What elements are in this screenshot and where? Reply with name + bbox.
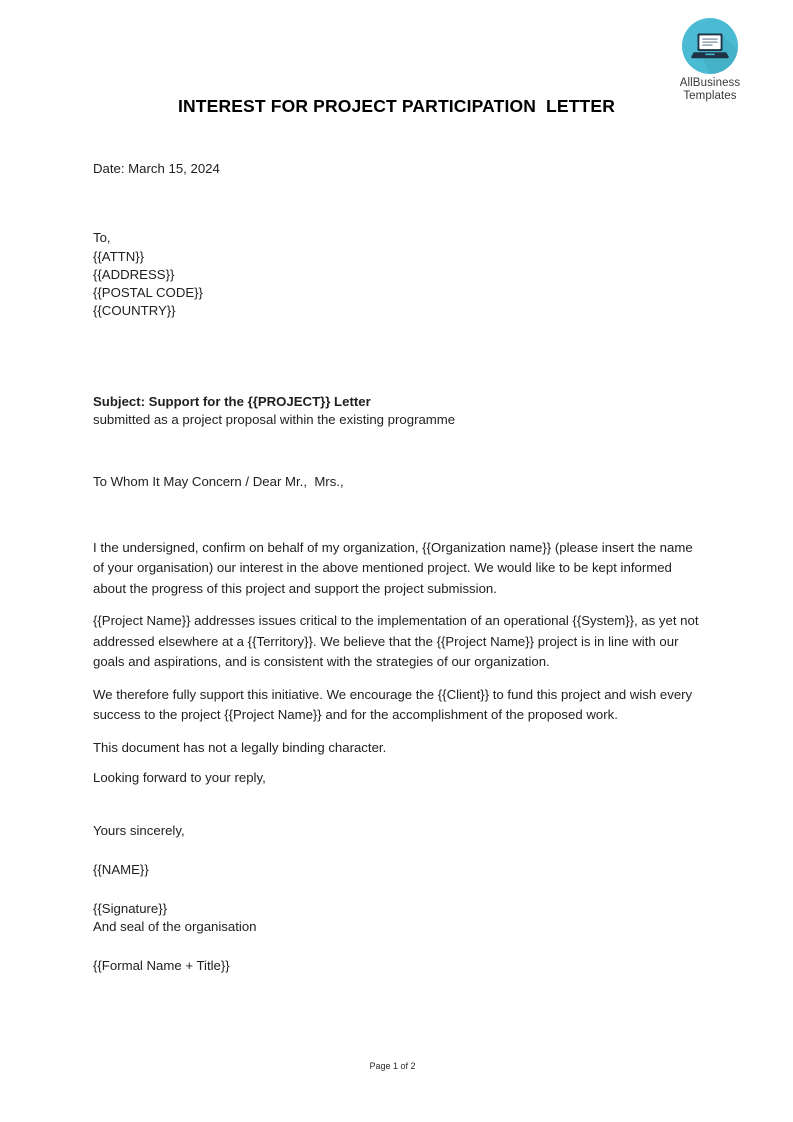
subject-line: Subject: Support for the {{PROJECT}} Letter <box>93 393 371 409</box>
page-title: INTEREST FOR PROJECT PARTICIPATION LETTER <box>177 96 615 116</box>
brand-logo <box>662 18 758 103</box>
body-paragraph-2: {{Project Name}} addresses issues critical to the implementation of an operational {{System}}, as yet not addressed elsewhere at a {{Territory}}. We believe that the {{Project Name}} project is in line with our goals and aspirations, and is consistent with the strategies of our organization. <box>93 613 699 670</box>
signature-placeholder: {{Signature}} <box>93 900 168 916</box>
formal-name-placeholder: {{Formal Name + Title}} <box>93 957 230 973</box>
address-line-address: {{ADDRESS}} <box>93 266 175 282</box>
brand-name-line2: Templates <box>683 90 737 102</box>
closing-block <box>93 822 699 975</box>
body-paragraphs <box>93 538 699 789</box>
signature-group <box>93 900 699 936</box>
address-line-attn: {{ATTN}} <box>93 248 145 264</box>
letter-body <box>93 160 699 975</box>
body-paragraph-3: We therefore fully support this initiative. We encourage the {{Client}} to fund this project and wish every success to the project {{Project Name}} and for the accomplishment of the proposed work. <box>93 686 693 723</box>
sign-off: Yours sincerely, <box>93 822 185 838</box>
salutation: To Whom It May Concern / Dear Mr., Mrs., <box>93 473 344 489</box>
laptop-icon <box>682 18 738 74</box>
page-indicator: Page 1 of 2 <box>369 1061 416 1071</box>
sign-off-group <box>93 822 699 840</box>
recipient-address-block <box>93 229 699 320</box>
formal-name-group <box>93 957 699 975</box>
seal-line: And seal of the organisation <box>93 918 257 934</box>
address-to-label: To, <box>93 230 111 246</box>
body-paragraph-closing-note: Looking forward to your reply, <box>93 770 266 786</box>
page-footer <box>0 1061 785 1071</box>
subject-subline: submitted as a project proposal within the existing programme <box>93 411 456 427</box>
address-line-country: {{COUNTRY}} <box>93 303 176 319</box>
subject-block <box>93 393 699 429</box>
name-group <box>93 861 699 879</box>
body-paragraph-disclaimer: This document has not a legally binding character. <box>93 739 387 755</box>
brand-name-line1: AllBusiness <box>679 77 741 89</box>
body-paragraph-1: I the undersigned, confirm on behalf of my organization, {{Organization name}} (please insert the name of your organisation) our interest in the above mentioned project. We would like to be kept informed about the progress of this project and support the project submission. <box>93 539 693 596</box>
name-placeholder: {{NAME}} <box>93 861 149 877</box>
address-line-postal-code: {{POSTAL CODE}} <box>93 285 203 301</box>
date-line: Date: March 15, 2024 <box>93 161 220 176</box>
